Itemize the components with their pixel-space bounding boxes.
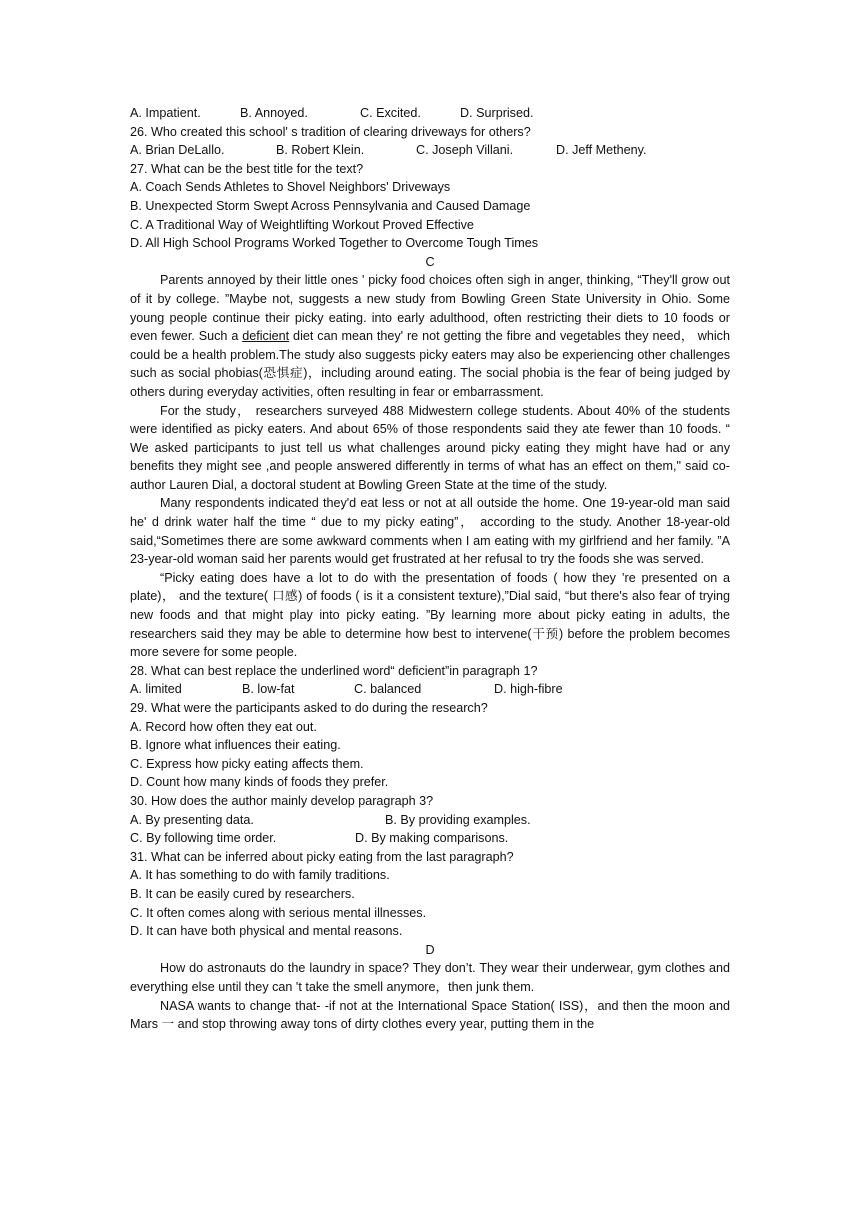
option: C. It often comes along with serious mental illnesses. <box>130 905 427 920</box>
option: C. Express how picky eating affects them. <box>130 756 364 771</box>
text: diet can mean they' re not getting the fibre and vegetables they need， which could be a health problem.The study also suggests picky eaters may also be experiencing other challenges such as social phobias(恐惧症)，including around eating. The social phobia is the fear of being judged by others during everyday activities, often resulting in fear or embarrassment. <box>130 329 730 399</box>
q30-options-row-2 <box>130 829 730 848</box>
option: A. Impatient. <box>130 106 201 120</box>
option: B. Annoyed. <box>240 106 308 120</box>
passage-c-paragraph-1 <box>130 271 730 401</box>
passage-c-paragraph-4: “Picky eating does have a lot to do with the presentation of foods ( how they ’re presented on a plate)， and the texture( 口感) of foods ( is it a consistent texture),”Dial said, “but there's also fear of trying new foods and that might play into picky eating. ”By learning more about picky eating in adults, the researchers said they may be able to determine how best to intervene(干预) before the problem becomes more severe for some people. <box>130 570 730 660</box>
option: A. limited <box>130 682 182 697</box>
option: B. Ignore what influences their eating. <box>130 738 341 753</box>
option: D. Jeff Metheny. <box>556 143 647 158</box>
option: D. Count how many kinds of foods they prefer. <box>130 775 389 790</box>
option: A. It has something to do with family traditions. <box>130 868 390 883</box>
option: C. A Traditional Way of Weightlifting Workout Proved Effective <box>130 217 474 232</box>
q26-options <box>130 141 730 160</box>
question-30: 30. How does the author mainly develop paragraph 3? <box>130 793 434 808</box>
section-label-d: D <box>425 942 435 957</box>
q28-options <box>130 680 730 699</box>
passage-c-paragraph-2: For the study， researchers surveyed 488 Midwestern college students. About 40% of the students were identified as picky eaters. And about 65% of those respondents said they ate fewer than 10 foods. “ We asked participants to just tell us what challenges around picky eating they might have had or any benefits they might see ,and people answered differently in terms of what has an effect on them," said co-author Lauren Dial, a doctoral student at Bowling Green State at the time of the study. <box>130 403 730 492</box>
q25-options <box>130 104 730 123</box>
option: C. Excited. <box>360 106 421 120</box>
option: B. It can be easily cured by researchers. <box>130 886 355 901</box>
underlined-word: deficient <box>242 329 290 344</box>
option: C. By following time order. <box>130 831 277 846</box>
text: Parents annoyed by their little ones ' picky food choices often sigh in anger, thinking, “They'll grow out of it by college. ”Maybe not, suggests a new study from Bowling Green State University in Ohio. Some young people continue their picky eating. into early adulthood, often restricting their diets to 10 foods or even fewer. Such a <box>130 273 730 344</box>
option: A. By presenting data. <box>130 812 254 827</box>
question-28: 28. What can best replace the underlined word“ deficient”in paragraph 1? <box>130 663 538 678</box>
option: D. high-fibre <box>494 682 563 697</box>
section-label-c: C <box>425 254 435 269</box>
passage-c-paragraph-3: Many respondents indicated they'd eat less or not at all outside the home. One 19-year-old man said he' d drink water half the time “ due to my picky eating”， according to the study. Another 18-year-old said,“Sometimes there are some awkward comments when I am eating with my girlfriend and her family. ”A 23-year-old woman said her parents would get frustrated at her refusal to try the foods she was served. <box>130 496 730 567</box>
option: C. Joseph Villani. <box>416 143 514 158</box>
option: A. Brian DeLallo. <box>130 143 225 158</box>
question-27: 27. What can be the best title for the text? <box>130 161 364 176</box>
exam-page <box>130 104 730 1034</box>
option: B. low-fat <box>242 682 295 697</box>
option: D. Surprised. <box>460 106 534 120</box>
option: B. Unexpected Storm Swept Across Pennsylvania and Caused Damage <box>130 198 531 213</box>
question-31: 31. What can be inferred about picky eating from the last paragraph? <box>130 849 514 864</box>
passage-d-paragraph-2: NASA wants to change that- -if not at the International Space Station( ISS)，and then the moon and Mars 一 and stop throwing away tons of dirty clothes every year, putting them in the <box>130 998 730 1032</box>
option: A. Coach Sends Athletes to Shovel Neighbors' Driveways <box>130 180 451 195</box>
q30-options-row-1 <box>130 811 730 830</box>
option: D. It can have both physical and mental reasons. <box>130 924 403 939</box>
option: D. By making comparisons. <box>355 831 509 846</box>
option: B. By providing examples. <box>385 812 531 827</box>
option: D. All High School Programs Worked Together to Overcome Tough Times <box>130 236 539 251</box>
option: A. Record how often they eat out. <box>130 719 317 734</box>
option: B. Robert Klein. <box>276 143 365 158</box>
question-26: 26. Who created this school' s tradition of clearing driveways for others? <box>130 124 531 139</box>
passage-d-paragraph-1: How do astronauts do the laundry in space? They don’t. They wear their underwear, gym clothes and everything else until they can 't take the smell anymore，then junk them. <box>130 961 730 994</box>
question-29: 29. What were the participants asked to do during the research? <box>130 701 488 715</box>
option: C. balanced <box>354 682 422 697</box>
